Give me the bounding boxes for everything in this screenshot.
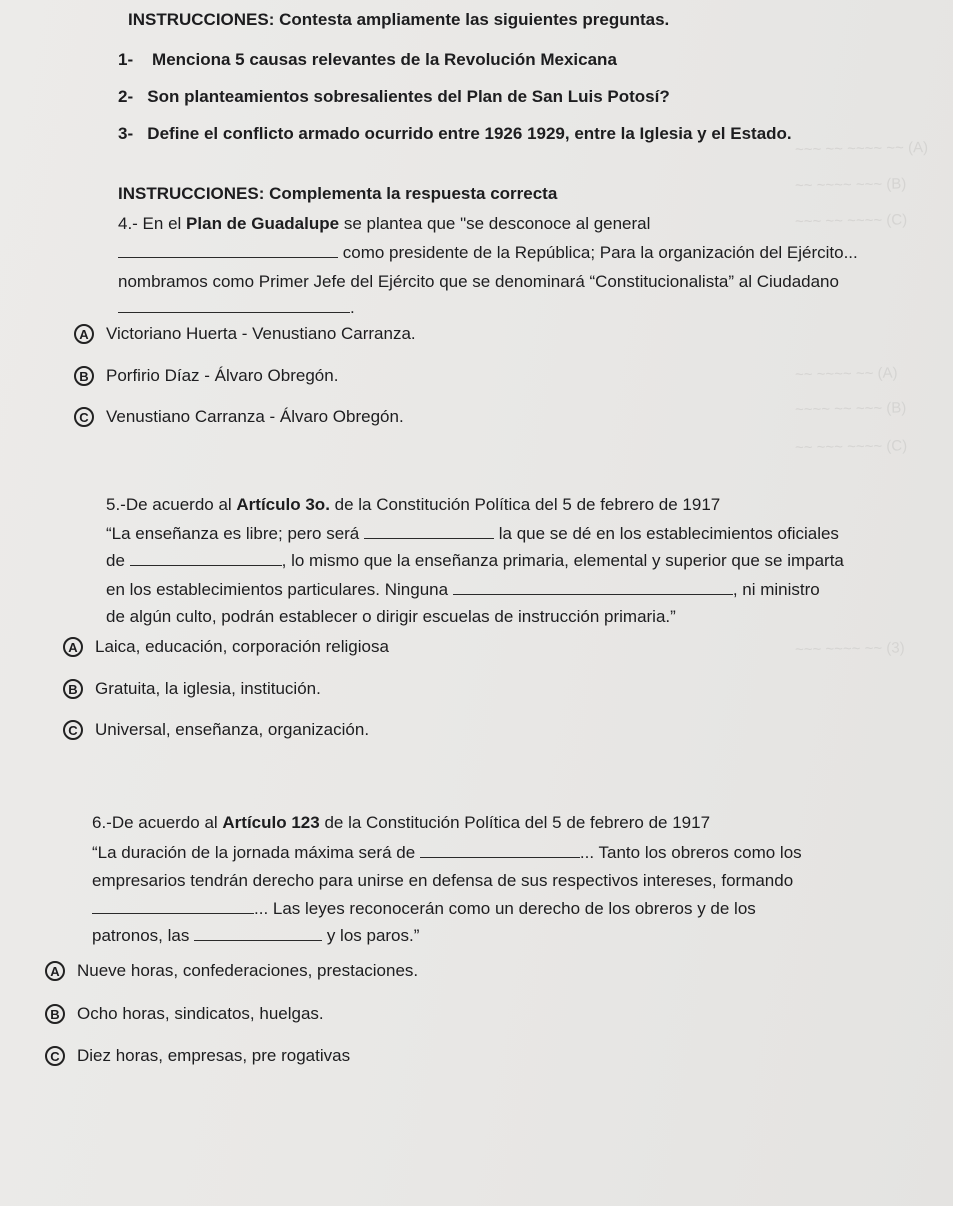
- q4-line-4: [118, 298, 355, 318]
- bleed-through-mark: ~~ ~~~~ ~~~ (B): [794, 175, 907, 195]
- question-3-number: 3-: [118, 124, 134, 143]
- question-1-text: Menciona 5 causas relevantes de la Revolución Mexicana: [152, 50, 617, 69]
- q5-text: 5.-De acuerdo al: [106, 495, 237, 514]
- q4-text: se plantea que "se desconoce al general: [339, 214, 651, 233]
- option-text: Gratuita, la iglesia, institución.: [95, 679, 321, 698]
- bleed-through-mark: ~~ ~~~~ ~~ (A): [794, 364, 898, 384]
- q4-option-a[interactable]: [74, 324, 416, 344]
- instructions-heading-2: INSTRUCCIONES: Complementa la respuesta correcta: [118, 184, 558, 203]
- q6-text: empresarios tendrán derecho para unirse en defensa de sus respectivos intereses, formando: [92, 871, 794, 890]
- q6-line-5: [92, 926, 419, 946]
- option-text: Venustiano Carranza - Álvaro Obregón.: [106, 407, 404, 426]
- q6-blank-3[interactable]: [194, 926, 322, 941]
- option-text: Universal, enseñanza, organización.: [95, 720, 370, 739]
- q5-line-5: [106, 607, 676, 627]
- q6-line-3: [92, 871, 793, 891]
- q5-blank-1[interactable]: [364, 524, 494, 539]
- q5-line-4: [106, 580, 820, 600]
- q5-text: de algún culto, podrán establecer o dirigir escuelas de instrucción primaria.”: [106, 607, 676, 626]
- q6-line-1: [92, 813, 710, 833]
- q5-option-c[interactable]: [63, 720, 369, 740]
- bleed-through-mark: ~~~ ~~~~ ~~ (3): [794, 639, 905, 659]
- question-3: [118, 124, 792, 144]
- q5-text: de: [106, 551, 125, 570]
- q4-blank-1[interactable]: [118, 243, 338, 258]
- q6-text: patronos, las: [92, 926, 190, 945]
- question-2-number: 2-: [118, 87, 134, 106]
- q5-text: la que se dé en los establecimientos oficiales: [498, 524, 839, 543]
- q6-option-c[interactable]: [45, 1046, 350, 1066]
- q5-text: , lo mismo que la enseñanza primaria, elemental y superior que se imparta: [281, 551, 844, 570]
- q5-text: , ni ministro: [732, 580, 820, 599]
- question-1-number: 1-: [118, 50, 134, 69]
- q6-blank-1[interactable]: [420, 843, 580, 858]
- option-letter-circle: B: [45, 1004, 65, 1024]
- option-letter-circle: A: [45, 961, 65, 981]
- q6-text: ... Tanto los obreros como los: [579, 843, 802, 862]
- q6-blank-2[interactable]: [92, 899, 254, 914]
- q5-line-3: [106, 551, 844, 571]
- instructions-heading-1: INSTRUCCIONES: Contesta ampliamente las siguientes preguntas.: [128, 10, 670, 29]
- q6-text: de la Constitución Política del 5 de febrero de 1917: [319, 813, 711, 832]
- bleed-through-mark: ~~~ ~~ ~~~~ (C): [794, 211, 908, 231]
- q4-text: nombramos como Primer Jefe del Ejército que se denominará “Constitucionalista” al Ciudadano: [118, 272, 839, 291]
- option-text: Porfirio Díaz - Álvaro Obregón.: [106, 366, 339, 385]
- q6-text: y los paros.”: [326, 926, 420, 945]
- q6-line-4: [92, 899, 756, 919]
- question-2: [118, 87, 670, 107]
- option-letter-circle: A: [63, 637, 83, 657]
- q5-article: Artículo 3o.: [236, 495, 330, 514]
- option-letter-circle: C: [63, 720, 83, 740]
- q5-line-1: [106, 495, 720, 515]
- q4-line-1: [118, 214, 650, 234]
- option-letter-circle: A: [74, 324, 94, 344]
- question-3-text: Define el conflicto armado ocurrido entre 1926 1929, entre la Iglesia y el Estado.: [147, 124, 792, 143]
- q4-option-c[interactable]: [74, 407, 404, 427]
- q5-option-b[interactable]: [63, 679, 321, 699]
- q4-blank-2[interactable]: [118, 298, 350, 313]
- q5-text: en los establecimientos particulares. Ninguna: [106, 580, 449, 599]
- option-letter-circle: B: [74, 366, 94, 386]
- q6-text: “La duración de la jornada máxima será de: [92, 843, 416, 862]
- q6-option-a[interactable]: [45, 961, 418, 981]
- q6-line-2: [92, 843, 802, 863]
- q6-option-b[interactable]: [45, 1004, 324, 1024]
- q6-text: 6.-De acuerdo al: [92, 813, 223, 832]
- option-text: Nueve horas, confederaciones, prestaciones.: [77, 961, 419, 980]
- q5-line-2: [106, 524, 839, 544]
- q5-blank-2[interactable]: [130, 551, 282, 566]
- option-letter-circle: C: [45, 1046, 65, 1066]
- question-1: [118, 50, 617, 70]
- q4-line-3: [118, 272, 839, 292]
- bleed-through-mark: ~~ ~~~ ~~~~ (C): [794, 437, 908, 457]
- option-text: Diez horas, empresas, pre rogativas: [77, 1046, 351, 1065]
- q4-text: como presidente de la República; Para la organización del Ejército...: [342, 243, 858, 262]
- q4-text: 4.- En el: [118, 214, 187, 233]
- q4-plan-guadalupe: Plan de Guadalupe: [186, 214, 340, 233]
- q4-line-2: [118, 243, 858, 263]
- q4-text: .: [350, 298, 355, 317]
- option-letter-circle: B: [63, 679, 83, 699]
- bleed-through-mark: ~~~~ ~~ ~~~ (B): [794, 399, 907, 419]
- q5-option-a[interactable]: [63, 637, 389, 657]
- bleed-through-mark: ~~~ ~~ ~~~~ ~~ (A): [794, 138, 929, 159]
- q5-text: “La enseñanza es libre; pero será: [106, 524, 360, 543]
- question-2-text: Son planteamientos sobresalientes del Plan de San Luis Potosí?: [147, 87, 670, 106]
- q4-option-b[interactable]: [74, 366, 338, 386]
- q5-text: de la Constitución Política del 5 de febrero de 1917: [329, 495, 721, 514]
- option-text: Laica, educación, corporación religiosa: [95, 637, 389, 656]
- option-text: Victoriano Huerta - Venustiano Carranza.: [106, 324, 416, 343]
- option-letter-circle: C: [74, 407, 94, 427]
- option-text: Ocho horas, sindicatos, huelgas.: [77, 1004, 324, 1023]
- q6-article: Artículo 123: [222, 813, 320, 832]
- q5-blank-3[interactable]: [453, 580, 733, 595]
- q6-text: ... Las leyes reconocerán como un derecho de los obreros y de los: [254, 899, 756, 918]
